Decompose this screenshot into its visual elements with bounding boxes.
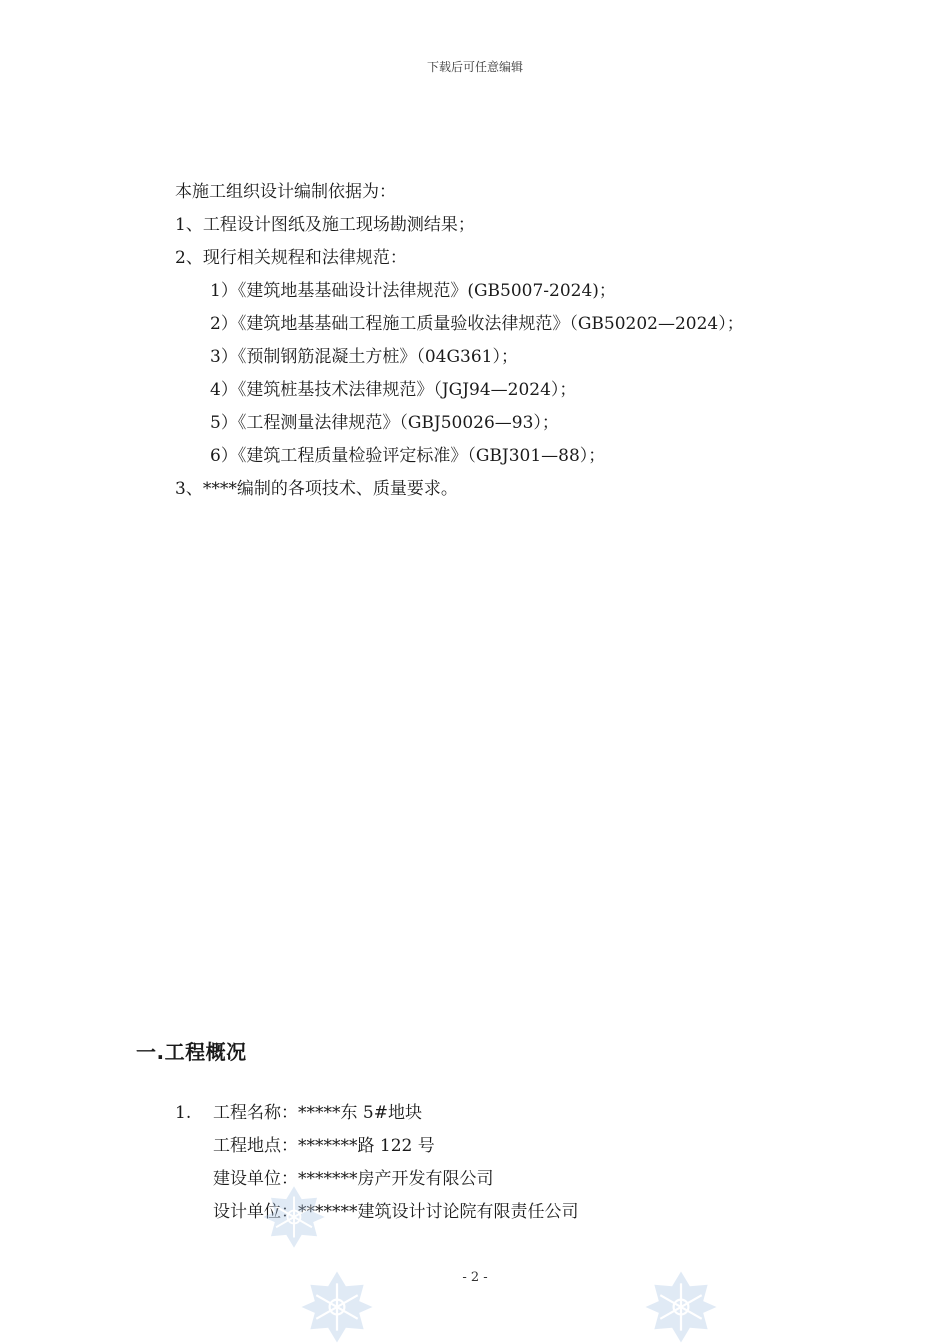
snowflake-watermark-icon bbox=[644, 1270, 718, 1344]
project-location: 工程地点：*******路 122 号 bbox=[213, 1136, 435, 1156]
regulation-item: 2）《建筑地基基础工程施工质量验收法律规范》（GB50202—2024）； bbox=[210, 314, 744, 334]
page-number: - 2 - bbox=[462, 1270, 488, 1285]
regulation-item: 6）《建筑工程质量检验评定标准》（GBJ301—88）； bbox=[210, 446, 606, 466]
basis-item-2: 2、现行相关规程和法律规范： bbox=[175, 248, 407, 268]
project-name: 工程名称：*****东 5#地块 bbox=[213, 1103, 422, 1123]
snowflake-watermark-icon bbox=[300, 1270, 374, 1344]
regulation-item: 1）《建筑地基基础设计法律规范》(GB5007-2024)； bbox=[210, 281, 616, 301]
header-note: 下载后可任意编辑 bbox=[426, 60, 523, 74]
overview-number: 1. bbox=[175, 1103, 192, 1123]
regulation-item: 3）《预制钢筋混凝土方桩》（04G361）； bbox=[210, 347, 518, 367]
basis-item-1: 1、工程设计图纸及施工现场勘测结果； bbox=[175, 215, 475, 235]
developer: 建设单位：*******房产开发有限公司 bbox=[213, 1169, 494, 1189]
overview-row-name bbox=[175, 1099, 875, 1132]
compilation-basis bbox=[175, 178, 875, 508]
regulation-item: 5）《工程测量法律规范》（GBJ50026—93）； bbox=[210, 413, 559, 433]
snowflake-watermark-icon bbox=[262, 1185, 326, 1249]
basis-item-3: 3、****编制的各项技术、质量要求。 bbox=[175, 479, 458, 499]
basis-intro: 本施工组织设计编制依据为： bbox=[175, 182, 396, 202]
section-title: 一.工程概况 bbox=[136, 1040, 247, 1064]
regulation-item: 4）《建筑桩基技术法律规范》（JGJ94—2024）； bbox=[210, 380, 577, 400]
designer: 设计单位：*******建筑设计讨论院有限责任公司 bbox=[213, 1202, 579, 1222]
